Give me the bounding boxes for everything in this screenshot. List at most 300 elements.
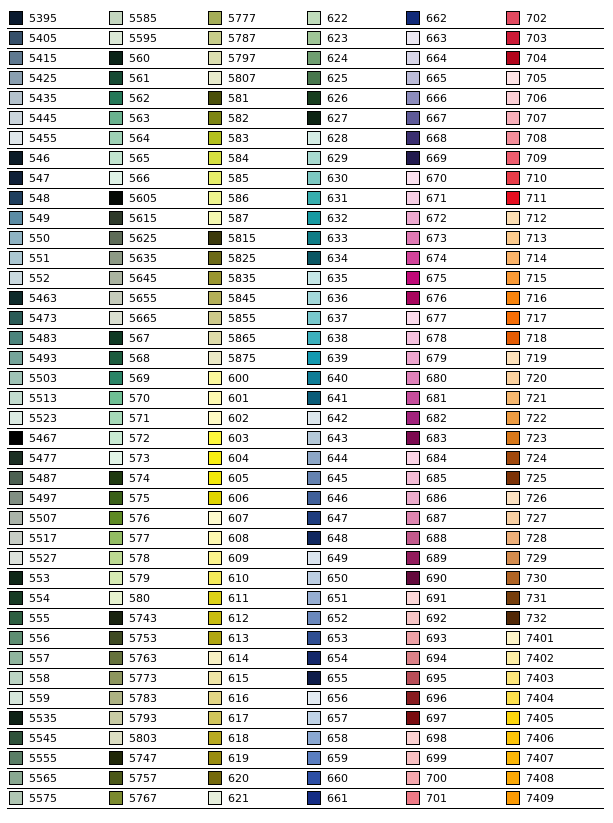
swatch-column: [305, 9, 405, 809]
swatch-row: [404, 9, 504, 29]
color-swatch: [307, 31, 321, 45]
color-swatch: [307, 691, 321, 705]
color-code: 556: [29, 632, 50, 645]
color-swatch: [109, 471, 123, 485]
color-code: 5763: [129, 652, 157, 665]
color-code: 698: [426, 732, 447, 745]
swatch-row: [404, 309, 504, 329]
swatch-row: [107, 589, 207, 609]
color-swatch: [208, 631, 222, 645]
color-swatch: [506, 671, 520, 685]
color-swatch: [307, 411, 321, 425]
swatch-row: [404, 389, 504, 409]
color-code: 629: [327, 152, 348, 165]
color-swatch: [506, 571, 520, 585]
swatch-row: [504, 269, 604, 289]
swatch-row: [206, 469, 306, 489]
color-code: 5545: [29, 732, 57, 745]
swatch-row: [404, 329, 504, 349]
swatch-row: [206, 749, 306, 769]
swatch-row: [206, 349, 306, 369]
color-swatch: [109, 691, 123, 705]
swatch-row: [504, 669, 604, 689]
color-swatch: [208, 711, 222, 725]
swatch-row: [504, 189, 604, 209]
color-code: 583: [228, 132, 249, 145]
color-code: 646: [327, 492, 348, 505]
color-code: 602: [228, 412, 249, 425]
color-swatch: [9, 691, 23, 705]
color-swatch: [109, 331, 123, 345]
swatch-row: [305, 489, 405, 509]
swatch-row: [404, 669, 504, 689]
color-swatch: [109, 531, 123, 545]
color-code: 580: [129, 592, 150, 605]
color-swatch: [506, 431, 520, 445]
color-swatch: [506, 351, 520, 365]
swatch-row: [107, 689, 207, 709]
color-swatch: [109, 611, 123, 625]
color-swatch: [208, 471, 222, 485]
swatch-row: [305, 209, 405, 229]
swatch-row: [504, 49, 604, 69]
color-swatch: [109, 591, 123, 605]
color-code: 5455: [29, 132, 57, 145]
color-swatch: [208, 791, 222, 805]
color-swatch: [9, 431, 23, 445]
swatch-row: [504, 389, 604, 409]
swatch-row: [404, 409, 504, 429]
color-code: 5435: [29, 92, 57, 105]
swatch-row: [206, 429, 306, 449]
swatch-row: [7, 269, 107, 289]
swatch-row: [107, 349, 207, 369]
color-code: 547: [29, 172, 50, 185]
color-code: 641: [327, 392, 348, 405]
swatch-row: [107, 189, 207, 209]
color-swatch: [208, 131, 222, 145]
color-swatch: [9, 371, 23, 385]
color-code: 686: [426, 492, 447, 505]
swatch-row: [305, 349, 405, 369]
swatch-row: [305, 9, 405, 29]
color-code: 553: [29, 572, 50, 585]
swatch-row: [504, 429, 604, 449]
swatch-row: [107, 249, 207, 269]
color-swatch: [109, 511, 123, 525]
color-code: 554: [29, 592, 50, 605]
color-code: 718: [526, 332, 547, 345]
color-swatch: [406, 151, 420, 165]
color-code: 614: [228, 652, 249, 665]
swatch-row: [404, 269, 504, 289]
swatch-row: [404, 709, 504, 729]
color-code: 658: [327, 732, 348, 745]
color-swatch: [9, 271, 23, 285]
swatch-row: [7, 369, 107, 389]
color-code: 608: [228, 532, 249, 545]
swatch-row: [305, 409, 405, 429]
color-swatch: [406, 571, 420, 585]
swatch-row: [107, 169, 207, 189]
color-swatch: [506, 791, 520, 805]
color-code: 5585: [129, 12, 157, 25]
color-swatch: [506, 191, 520, 205]
swatch-row: [7, 789, 107, 809]
swatch-row: [107, 669, 207, 689]
color-code: 5635: [129, 252, 157, 265]
swatch-row: [504, 469, 604, 489]
color-swatch: [9, 611, 23, 625]
color-code: 568: [129, 352, 150, 365]
swatch-row: [206, 209, 306, 229]
color-code: 668: [426, 132, 447, 145]
swatch-row: [504, 649, 604, 669]
swatch-row: [504, 529, 604, 549]
swatch-row: [206, 489, 306, 509]
swatch-row: [7, 709, 107, 729]
color-code: 710: [526, 172, 547, 185]
swatch-row: [404, 49, 504, 69]
color-swatch: [506, 71, 520, 85]
color-swatch: [406, 531, 420, 545]
color-swatch: [506, 251, 520, 265]
swatch-row: [206, 529, 306, 549]
color-swatch: [9, 231, 23, 245]
color-swatch: [406, 591, 420, 605]
color-swatch: [307, 591, 321, 605]
swatch-column: [7, 9, 107, 809]
color-code: 604: [228, 452, 249, 465]
swatch-row: [305, 249, 405, 269]
color-swatch: [406, 231, 420, 245]
color-code: 704: [526, 52, 547, 65]
swatch-row: [206, 309, 306, 329]
color-code: 703: [526, 32, 547, 45]
color-swatch: [109, 791, 123, 805]
swatch-row: [404, 449, 504, 469]
swatch-row: [305, 449, 405, 469]
swatch-row: [404, 529, 504, 549]
color-swatch: [109, 411, 123, 425]
color-code: 670: [426, 172, 447, 185]
swatch-row: [305, 769, 405, 789]
color-code: 635: [327, 272, 348, 285]
color-swatch: [208, 111, 222, 125]
color-swatch: [307, 311, 321, 325]
swatch-row: [7, 29, 107, 49]
swatch-row: [504, 129, 604, 149]
swatch-row: [404, 189, 504, 209]
color-swatch: [109, 271, 123, 285]
color-swatch: [506, 151, 520, 165]
color-code: 707: [526, 112, 547, 125]
color-swatch: [208, 611, 222, 625]
color-code: 627: [327, 112, 348, 125]
swatch-row: [206, 289, 306, 309]
color-code: 702: [526, 12, 547, 25]
color-swatch: [208, 771, 222, 785]
color-code: 5425: [29, 72, 57, 85]
color-swatch: [9, 391, 23, 405]
swatch-row: [305, 529, 405, 549]
swatch-row: [7, 729, 107, 749]
color-swatch: [109, 51, 123, 65]
swatch-row: [504, 489, 604, 509]
swatch-row: [206, 549, 306, 569]
color-swatch: [506, 31, 520, 45]
color-swatch: [406, 211, 420, 225]
color-code: 693: [426, 632, 447, 645]
swatch-row: [504, 589, 604, 609]
color-swatch: [506, 691, 520, 705]
color-code: 578: [129, 552, 150, 565]
swatch-row: [504, 729, 604, 749]
swatch-row: [107, 709, 207, 729]
swatch-row: [305, 729, 405, 749]
color-code: 5517: [29, 532, 57, 545]
color-swatch: [208, 511, 222, 525]
swatch-row: [7, 309, 107, 329]
swatch-row: [504, 249, 604, 269]
color-swatch: [109, 451, 123, 465]
color-swatch: [9, 351, 23, 365]
color-swatch: [307, 11, 321, 25]
color-code: 566: [129, 172, 150, 185]
color-swatch: [406, 171, 420, 185]
color-swatch: [307, 251, 321, 265]
swatch-row: [7, 89, 107, 109]
color-swatch: [9, 251, 23, 265]
color-swatch: [506, 731, 520, 745]
swatch-row: [404, 109, 504, 129]
color-swatch: [9, 91, 23, 105]
swatch-row: [504, 789, 604, 809]
color-swatch: [406, 451, 420, 465]
color-swatch: [109, 291, 123, 305]
swatch-row: [504, 509, 604, 529]
color-swatch: [307, 791, 321, 805]
color-code: 5767: [129, 792, 157, 805]
color-code: 695: [426, 672, 447, 685]
color-code: 584: [228, 152, 249, 165]
color-swatch: [109, 231, 123, 245]
color-swatch: [307, 431, 321, 445]
color-code: 705: [526, 72, 547, 85]
swatch-row: [107, 509, 207, 529]
color-swatch: [208, 731, 222, 745]
color-code: 690: [426, 572, 447, 585]
color-code: 672: [426, 212, 447, 225]
color-swatch: [506, 591, 520, 605]
swatch-row: [206, 729, 306, 749]
color-code: 642: [327, 412, 348, 425]
color-swatch: [506, 611, 520, 625]
color-swatch: [506, 751, 520, 765]
color-swatch: [208, 51, 222, 65]
swatch-row: [404, 609, 504, 629]
color-swatch: [208, 571, 222, 585]
color-swatch: [109, 191, 123, 205]
color-code: 714: [526, 252, 547, 265]
color-swatch: [9, 771, 23, 785]
swatch-row: [206, 9, 306, 29]
color-code: 571: [129, 412, 150, 425]
color-swatch: [9, 71, 23, 85]
color-code: 5595: [129, 32, 157, 45]
swatch-row: [206, 29, 306, 49]
color-code: 579: [129, 572, 150, 585]
swatch-row: [206, 689, 306, 709]
color-swatch: [109, 111, 123, 125]
swatch-row: [404, 129, 504, 149]
color-code: 681: [426, 392, 447, 405]
color-code: 5415: [29, 52, 57, 65]
color-code: 632: [327, 212, 348, 225]
color-swatch: [307, 391, 321, 405]
color-swatch: [109, 371, 123, 385]
swatch-row: [206, 789, 306, 809]
color-swatch: [406, 711, 420, 725]
color-code: 684: [426, 452, 447, 465]
swatch-row: [404, 769, 504, 789]
color-code: 601: [228, 392, 249, 405]
color-code: 721: [526, 392, 547, 405]
color-code: 7401: [526, 632, 554, 645]
color-code: 5807: [228, 72, 256, 85]
swatch-row: [7, 169, 107, 189]
color-swatch: [307, 571, 321, 585]
swatch-row: [7, 409, 107, 429]
swatch-column: [404, 9, 504, 809]
swatch-row: [504, 689, 604, 709]
color-swatch: [208, 71, 222, 85]
color-swatch: [9, 471, 23, 485]
swatch-row: [107, 29, 207, 49]
swatch-row: [206, 249, 306, 269]
swatch-row: [7, 749, 107, 769]
swatch-row: [206, 189, 306, 209]
swatch-row: [504, 629, 604, 649]
color-code: 615: [228, 672, 249, 685]
color-swatch: [9, 331, 23, 345]
color-code: 628: [327, 132, 348, 145]
swatch-row: [7, 549, 107, 569]
color-code: 726: [526, 492, 547, 505]
swatch-row: [7, 509, 107, 529]
swatch-row: [504, 329, 604, 349]
color-code: 623: [327, 32, 348, 45]
swatch-row: [305, 709, 405, 729]
color-swatch: [506, 771, 520, 785]
swatch-row: [206, 149, 306, 169]
color-code: 7404: [526, 692, 554, 705]
swatch-row: [305, 589, 405, 609]
swatch-row: [206, 649, 306, 669]
color-swatch: [506, 311, 520, 325]
color-code: 685: [426, 472, 447, 485]
color-swatch: [406, 91, 420, 105]
swatch-row: [7, 69, 107, 89]
swatch-row: [404, 629, 504, 649]
color-code: 607: [228, 512, 249, 525]
swatch-row: [504, 149, 604, 169]
color-swatch: [208, 491, 222, 505]
color-swatch: [506, 411, 520, 425]
color-swatch: [109, 71, 123, 85]
swatch-row: [107, 309, 207, 329]
color-code: 665: [426, 72, 447, 85]
color-code: 697: [426, 712, 447, 725]
swatch-row: [206, 129, 306, 149]
color-swatch: [406, 691, 420, 705]
color-swatch: [208, 371, 222, 385]
color-swatch: [506, 531, 520, 545]
color-swatch: [307, 531, 321, 545]
color-swatch: [307, 551, 321, 565]
swatch-row: [504, 449, 604, 469]
swatch-row: [107, 129, 207, 149]
color-code: 565: [129, 152, 150, 165]
color-code: 719: [526, 352, 547, 365]
color-swatch: [307, 651, 321, 665]
color-swatch: [506, 631, 520, 645]
swatch-row: [206, 169, 306, 189]
color-swatch: [109, 551, 123, 565]
swatch-row: [7, 229, 107, 249]
color-swatch: [9, 671, 23, 685]
color-code: 662: [426, 12, 447, 25]
swatch-row: [504, 29, 604, 49]
color-swatch: [208, 91, 222, 105]
color-swatch: [406, 651, 420, 665]
color-swatch: [506, 291, 520, 305]
swatch-row: [404, 729, 504, 749]
color-swatch: [307, 231, 321, 245]
color-swatch: [506, 171, 520, 185]
color-code: 5875: [228, 352, 256, 365]
color-swatch: [208, 331, 222, 345]
swatch-row: [107, 229, 207, 249]
swatch-row: [7, 529, 107, 549]
color-code: 575: [129, 492, 150, 505]
swatch-row: [7, 609, 107, 629]
color-swatch: [109, 31, 123, 45]
color-code: 660: [327, 772, 348, 785]
color-code: 5605: [129, 192, 157, 205]
color-swatch: [109, 251, 123, 265]
color-swatch: [506, 471, 520, 485]
swatch-row: [107, 89, 207, 109]
color-code: 637: [327, 312, 348, 325]
color-code: 649: [327, 552, 348, 565]
color-code: 725: [526, 472, 547, 485]
swatch-row: [504, 569, 604, 589]
color-swatch: [406, 431, 420, 445]
color-swatch: [9, 731, 23, 745]
color-swatch: [9, 171, 23, 185]
swatch-row: [404, 89, 504, 109]
color-code: 5797: [228, 52, 256, 65]
color-swatch: [406, 371, 420, 385]
swatch-row: [7, 289, 107, 309]
color-code: 5405: [29, 32, 57, 45]
swatch-row: [206, 229, 306, 249]
color-code: 706: [526, 92, 547, 105]
swatch-row: [305, 89, 405, 109]
color-swatch: [109, 651, 123, 665]
color-swatch: [109, 491, 123, 505]
